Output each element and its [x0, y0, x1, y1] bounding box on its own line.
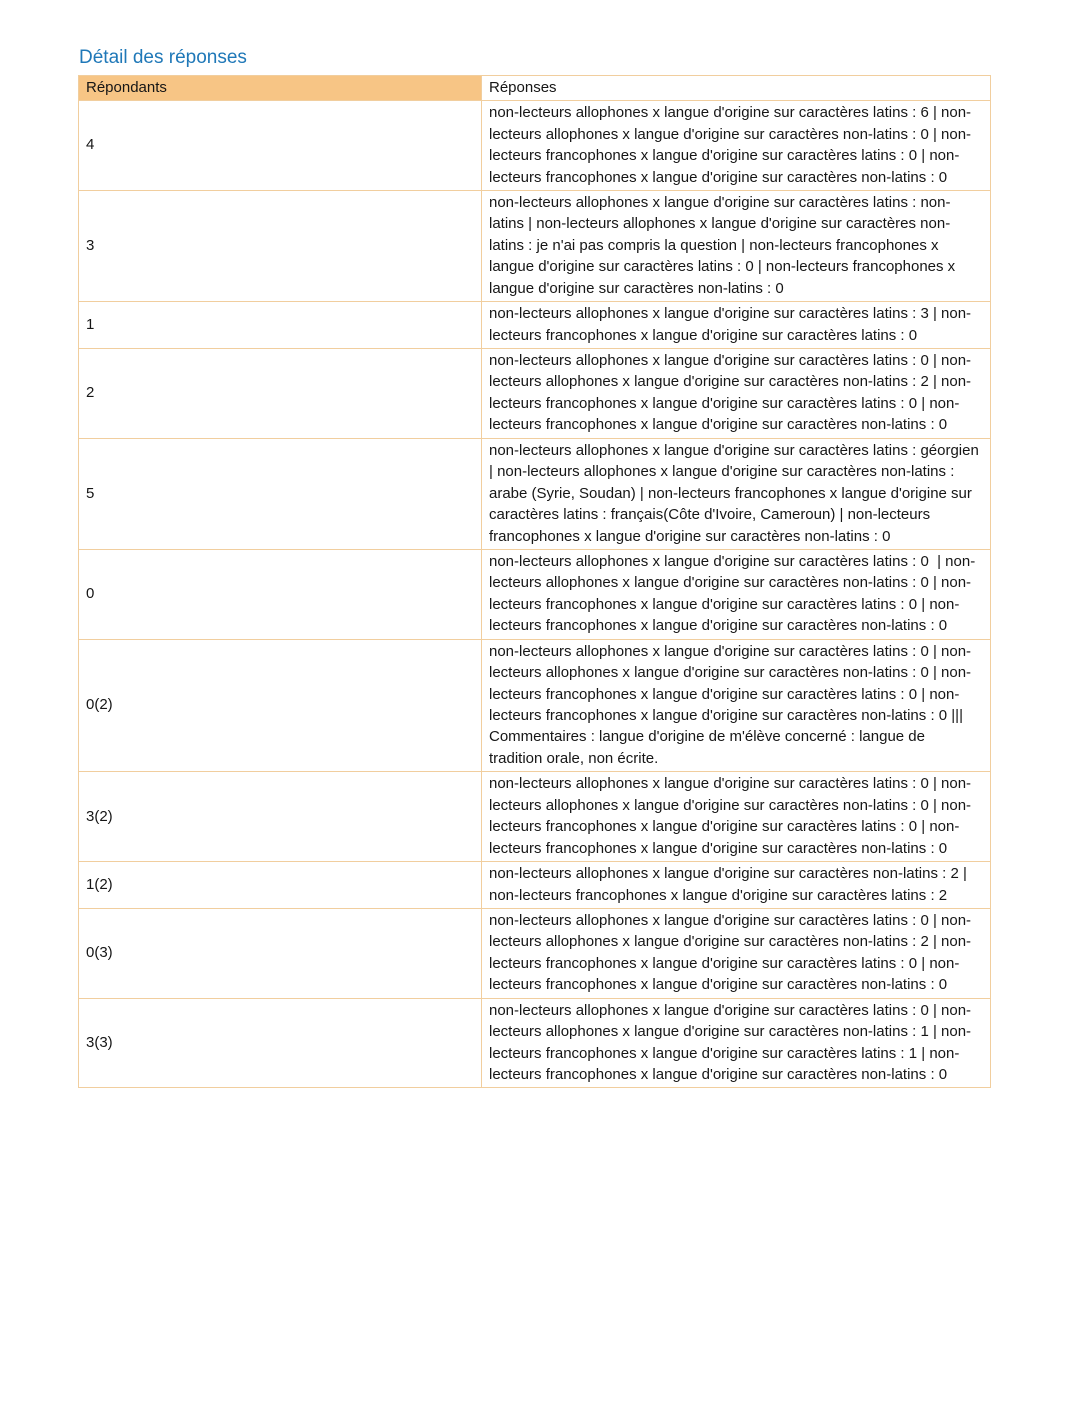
respondent-cell: 3(3) [79, 998, 482, 1088]
table-row [79, 908, 991, 998]
response-cell: non-lecteurs allophones x langue d'origine sur caractères latins : géorgien | non-lecteurs allophones x langue d'origine sur caractères non-latins : arabe (Syrie, Soudan) | non-lecteurs francophones x langue d'origine sur caractères latins : français(Côte d'Ivoire, Cameroun) | non-lecteurs francophones x langue d'origine sur caractères non-latins : 0 [482, 438, 991, 549]
table-row [79, 349, 991, 439]
response-cell: non-lecteurs allophones x langue d'origine sur caractères latins : 0 | non-lecteurs allophones x langue d'origine sur caractères non-latins : 2 | non-lecteurs francophones x langue d'origine sur caractères latins : 0 | non-lecteurs francophones x langue d'origine sur caractères non-latins : 0 [482, 349, 991, 439]
respondent-cell: 3(2) [79, 772, 482, 862]
response-cell: non-lecteurs allophones x langue d'origine sur caractères latins : 3 | non-lecteurs francophones x langue d'origine sur caractères latins : 0 [482, 302, 991, 349]
column-header-respondents: Répondants [79, 75, 482, 100]
response-cell: non-lecteurs allophones x langue d'origine sur caractères latins : 0 | non-lecteurs allophones x langue d'origine sur caractères non-latins : 0 | non-lecteurs francophones x langue d'origine sur caractères latins : 0 | non-lecteurs francophones x langue d'origine sur caractères non-latins : 0 [482, 772, 991, 862]
respondent-cell: 0 [79, 549, 482, 639]
response-cell: non-lecteurs allophones x langue d'origine sur caractères latins : 0 | non-lecteurs allophones x langue d'origine sur caractères non-latins : 0 | non-lecteurs francophones x langue d'origine sur caractères latins : 0 | non-lecteurs francophones x langue d'origine sur caractères non-latins : 0 ||| Commentaires : langue d'origine de m'élève concerné : langue de tradition orale, non écrite. [482, 639, 991, 772]
table-row [79, 862, 991, 909]
response-cell: non-lecteurs allophones x langue d'origine sur caractères non-latins : 2 | non-lecteurs francophones x langue d'origine sur caractères latins : 2 [482, 862, 991, 909]
respondent-cell: 1 [79, 302, 482, 349]
table-header-row [79, 75, 991, 100]
respondent-cell: 1(2) [79, 862, 482, 909]
table-body [79, 101, 991, 1088]
response-cell: non-lecteurs allophones x langue d'origine sur caractères latins : 0 | non-lecteurs allophones x langue d'origine sur caractères non-latins : 2 | non-lecteurs francophones x langue d'origine sur caractères latins : 0 | non-lecteurs francophones x langue d'origine sur caractères non-latins : 0 [482, 908, 991, 998]
table-row [79, 101, 991, 191]
respondent-cell: 0(3) [79, 908, 482, 998]
respondent-cell: 5 [79, 438, 482, 549]
respondent-cell: 3 [79, 190, 482, 301]
table-row [79, 302, 991, 349]
respondent-cell: 2 [79, 349, 482, 439]
response-cell: non-lecteurs allophones x langue d'origine sur caractères latins : 0 | non-lecteurs allophones x langue d'origine sur caractères non-latins : 0 | non-lecteurs francophones x langue d'origine sur caractères latins : 0 | non-lecteurs francophones x langue d'origine sur caractères non-latins : 0 [482, 549, 991, 639]
table-row [79, 639, 991, 772]
table-row [79, 190, 991, 301]
respondent-cell: 4 [79, 101, 482, 191]
table-header [79, 75, 991, 100]
table-row [79, 998, 991, 1088]
response-cell: non-lecteurs allophones x langue d'origine sur caractères latins : non-latins | non-lecteurs allophones x langue d'origine sur caractères non-latins : je n'ai pas compris la question | non-lecteurs francophones x langue d'origine sur caractères latins : 0 | non-lecteurs francophones x langue d'origine sur caractères non-latins : 0 [482, 190, 991, 301]
column-header-responses: Réponses [482, 75, 991, 100]
table-row [79, 438, 991, 549]
page-title: Détail des réponses [79, 47, 247, 68]
response-cell: non-lecteurs allophones x langue d'origine sur caractères latins : 0 | non-lecteurs allophones x langue d'origine sur caractères non-latins : 1 | non-lecteurs francophones x langue d'origine sur caractères latins : 1 | non-lecteurs francophones x langue d'origine sur caractères non-latins : 0 [482, 998, 991, 1088]
response-cell: non-lecteurs allophones x langue d'origine sur caractères latins : 6 | non-lecteurs allophones x langue d'origine sur caractères non-latins : 0 | non-lecteurs francophones x langue d'origine sur caractères latins : 0 | non-lecteurs francophones x langue d'origine sur caractères non-latins : 0 [482, 101, 991, 191]
table-row [79, 549, 991, 639]
table-row [79, 772, 991, 862]
responses-table [78, 75, 991, 1089]
respondent-cell: 0(2) [79, 639, 482, 772]
